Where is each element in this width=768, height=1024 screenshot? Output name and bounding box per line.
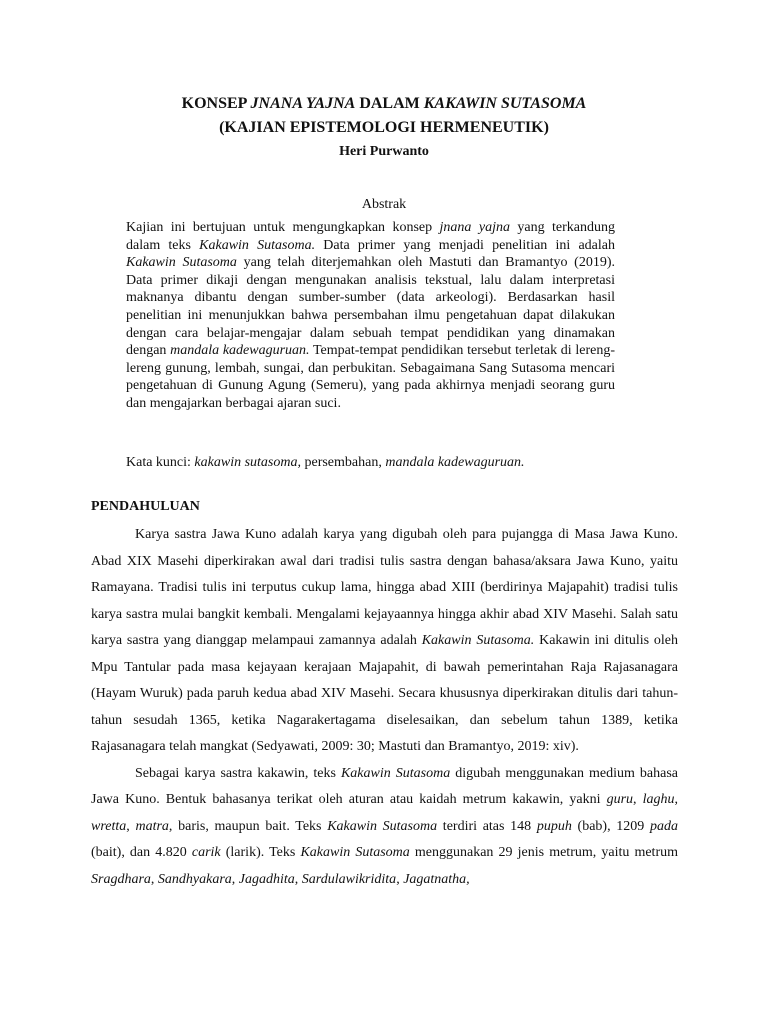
body-text (91, 522, 678, 893)
title-term-italic: JNANA YAJNA (250, 95, 356, 112)
title-text: DALAM (355, 95, 424, 112)
title-text: KONSEP (181, 95, 251, 112)
section-heading: PENDAHULUAN (91, 499, 200, 514)
paper-title-line-1 (0, 93, 768, 115)
title-term-italic: KAKAWIN SUTASOMA (423, 95, 587, 112)
abstract-body: Kajian ini bertujuan untuk mengungkapkan konsep jnana yajna yang terkandung dalam teks Kakawin Sutasoma. Data primer yang menjadi penelitian ini adalah Kakawin Sutasoma yang telah diterjemahkan oleh Mastuti dan Bramantyo (2019). Data primer dikaji dengan mengunakan analisis tekstual, lalu dalam interpretasi maknanya dibantu dengan sumber-sumber (data arkeologi). Berdasarkan hasil penelitian ini menunjukkan bahwa persembahan ilmu pengetahuan dapat dilakukan dengan cara belajar-mengajar dalam sebuah tempat pendidikan yang dinamakan dengan mandala kadewaguruan. Tempat-tempat pendidikan tersebut terletak di lereng-lereng gunung, lembah, sungai, dan perbukitan. Sebagaimana Sang Sutasoma mencari pengetahuan di Gunung Agung (Semeru), yang pada akhirnya menjadi seorang guru dan mengajarkan berbagai ajaran suci. (126, 220, 616, 411)
paragraph-1: Karya sastra Jawa Kuno adalah karya yang digubah oleh para pujangga di Masa Jawa Kuno. Abad XIX Masehi diperkirakan awal dari tradisi tulis sastra dengan bahasa/aksara Jawa Kuno, yaitu Ramayana. Tradisi tulis ini terputus cukup lama, hingga abad XIII (berdirinya Majapahit) tradisi tulis karya sastra mulai bangkit kembali. Mengalami kejayaannya hingga akhir abad XIV Masehi. Salah satu karya sastra yang dianggap melampaui zamannya adalah Kakawin Sutasoma. Kakawin ini ditulis oleh Mpu Tantular pada masa kejayaan kerajaan Majapahit, di bawah pemerintahan Raja Rajasanagara (Hayam Wuruk) pada paruh kedua abad XIV Masehi. Secara khususnya diperkirakan ditulis dari tahun-tahun sesudah 1365, ketika Nagarakertagama diselesaikan, dan sebelum tahun 1389, ketika Rajasanagara telah mangkat (Sedyawati, 2009: 30; Mastuti dan Bramantyo, 2019: xiv). (91, 527, 678, 754)
author-name: Heri Purwanto (339, 144, 429, 159)
keywords: Kata kunci: kakawin sutasoma, persembahan, mandala kadewaguruan. (126, 455, 525, 470)
paper-title-line-2: (KAJIAN EPISTEMOLOGI HERMENEUTIK) (219, 119, 549, 136)
abstract-heading: Abstrak (361, 197, 407, 212)
paragraph-2: Sebagai karya sastra kakawin, teks Kakawin Sutasoma digubah menggunakan medium bahasa Jawa Kuno. Bentuk bahasanya terikat oleh aturan atau kaidah metrum kakawin, yakni guru, laghu, wretta, matra, baris, maupun bait. Teks Kakawin Sutasoma terdiri atas 148 pupuh (bab), 1209 pada (bait), dan 4.820 carik (larik). Teks Kakawin Sutasoma menggunakan 29 jenis metrum, yaitu metrum Sragdhara, Sandhyakara, Jagadhita, Sardulawikridita, Jagatnatha, (91, 765, 679, 887)
